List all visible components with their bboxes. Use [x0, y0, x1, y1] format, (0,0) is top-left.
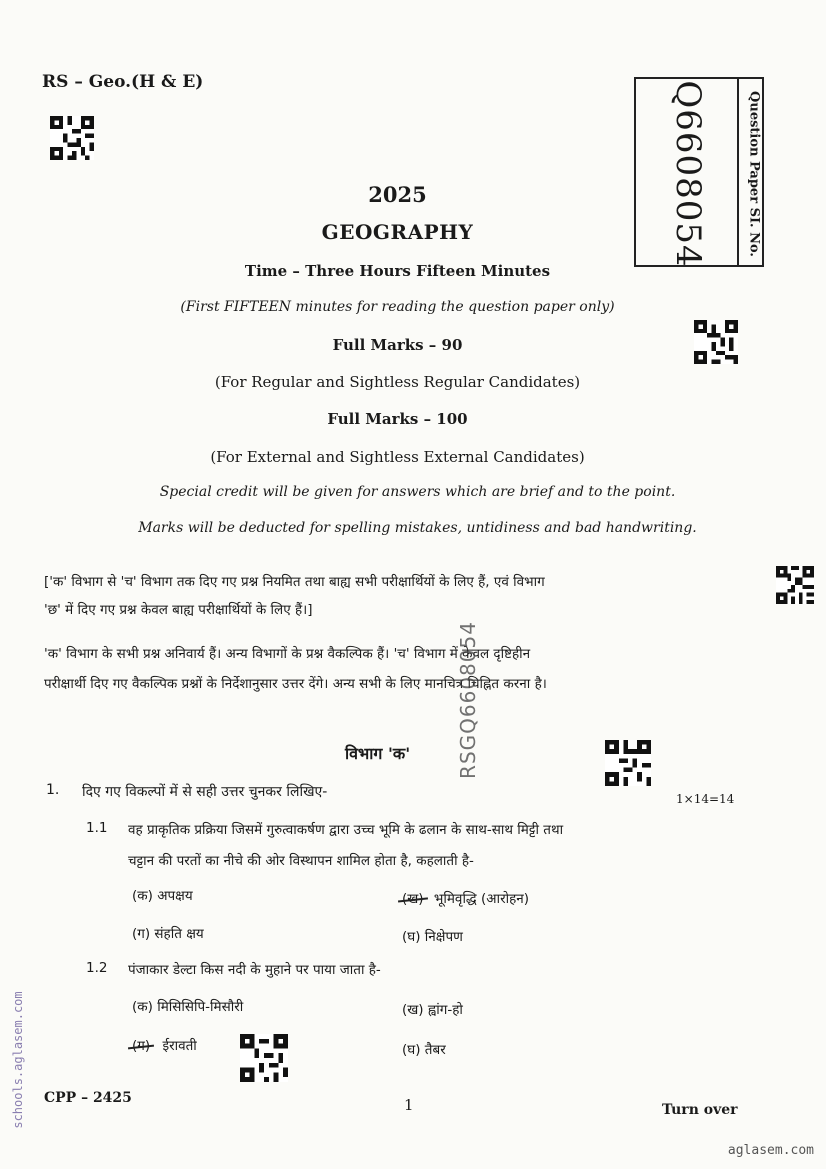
qr-code-instructions: [776, 566, 814, 604]
page-number: 1: [404, 1096, 414, 1114]
turn-over: Turn over: [662, 1102, 738, 1118]
external-candidates: (For External and Sightless External Candidates): [210, 448, 585, 466]
side-url: schools.aglasem.com: [11, 991, 25, 1129]
question-1-1-option-d: (घ) निक्षेपण: [402, 929, 463, 945]
question-1-1-number: 1.1: [86, 820, 108, 836]
serial-number: Q6608054: [668, 80, 708, 268]
question-1-2-option-c-label: (ग): [132, 1038, 151, 1054]
question-1-2-text: पंजाकार डेल्टा किस नदी के मुहाने पर पाया जाता है-: [128, 962, 381, 978]
question-1-2-option-a: (क) मिसिसिपि-मिसौरी: [132, 999, 244, 1015]
paper-code: RS – Geo.(H & E): [42, 72, 204, 92]
section-title: विभाग 'क': [345, 744, 411, 763]
qr-code-top-left: [50, 116, 94, 160]
question-1-1-option-b-label: (ख): [402, 891, 424, 907]
time-allowed: Time – Three Hours Fifteen Minutes: [244, 262, 551, 280]
footer-url: aglasem.com: [727, 1143, 814, 1158]
exam-year: 2025: [368, 182, 427, 207]
special-credit-note: Special credit will be given for answers which are brief and to the point.: [159, 484, 676, 500]
question-1-2-option-b: (ख) ह्वांग-हो: [402, 1002, 463, 1018]
question-1-number: 1.: [46, 782, 60, 798]
full-marks-regular: Full Marks – 90: [332, 336, 463, 354]
question-1-marks: 1×14=14: [676, 792, 735, 806]
question-1-text: दिए गए विकल्पों में से सही उत्तर चुनकर लिखिए-: [82, 784, 328, 800]
question-1-1-option-a: (क) अपक्षय: [132, 888, 193, 904]
serial-label: Question Paper SI. No.: [746, 91, 762, 257]
vertical-watermark: RSGQ6608054: [456, 621, 480, 779]
regular-candidates: (For Regular and Sightless Regular Candidates): [214, 373, 581, 391]
instruction-line-1: ['क' विभाग से 'च' विभाग तक दिए गए प्रश्न नियमित तथा बाह्य सभी परीक्षार्थियों के लिए हैं, एवं विभाग: [44, 574, 545, 590]
qr-code-right: [694, 320, 738, 364]
subject-title: GEOGRAPHY: [321, 220, 474, 244]
qr-code-bottom: [240, 1034, 288, 1082]
footer-code: CPP – 2425: [44, 1090, 132, 1106]
deduction-note: Marks will be deducted for spelling mistakes, untidiness and bad handwriting.: [138, 520, 697, 536]
qr-code-section: [605, 740, 651, 786]
question-1-1-line-1: वह प्राकृतिक प्रक्रिया जिसमें गुरुत्वाकर्षण द्वारा उच्च भूमि के ढलान के साथ-साथ मिट्टी तथा: [128, 822, 564, 838]
instruction-line-3: 'क' विभाग के सभी प्रश्न अनिवार्य हैं। अन्य विभागों के प्रश्न वैकल्पिक हैं। 'च' विभाग में केवल दृष्टिहीन: [44, 646, 531, 662]
question-1-1-option-b: भूमिवृद्धि (आरोहन): [433, 891, 530, 907]
question-1-2-option-d: (घ) तैबर: [402, 1042, 446, 1058]
reading-time-note: (First FIFTEEN minutes for reading the question paper only): [180, 299, 615, 315]
instruction-line-2: 'छ' में दिए गए प्रश्न केवल बाह्य परीक्षार्थियों के लिए हैं।]: [44, 602, 313, 618]
full-marks-external: Full Marks – 100: [327, 410, 468, 428]
question-1-2-option-c: ईरावती: [162, 1038, 197, 1054]
question-1-1-line-2: चट्टान की परतों का नीचे की ओर विस्थापन शामिल होता है, कहलाती है-: [128, 853, 474, 869]
question-1-2-number: 1.2: [86, 960, 108, 976]
question-1-1-option-c: (ग) संहति क्षय: [132, 926, 204, 942]
instruction-line-4: परीक्षार्थी दिए गए वैकल्पिक प्रश्नों के निर्देशानुसार उत्तर देंगे। अन्य सभी के लिए मानचित्र चिह्नित करना है।: [44, 676, 547, 692]
